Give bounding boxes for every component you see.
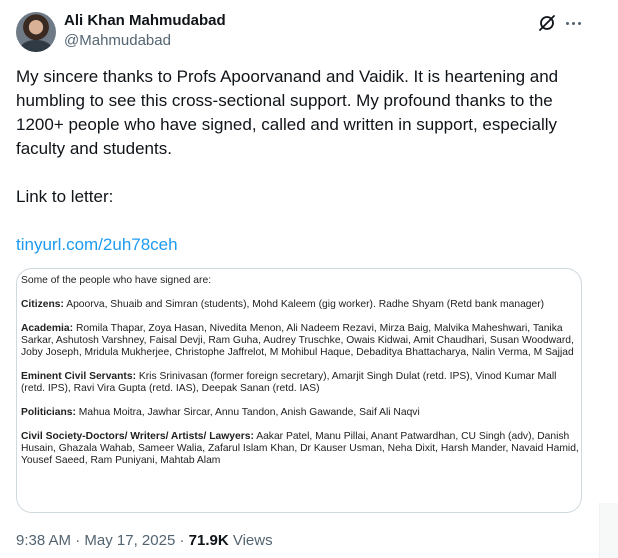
more-options-icon[interactable] (562, 12, 584, 34)
document-section (21, 299, 579, 311)
post-date[interactable]: May 17, 2025 (84, 532, 176, 549)
attached-image[interactable] (16, 268, 582, 513)
section-text: Aakar Patel, Manu Pillai, Anant Patwardhan, CU Singh (adv), Danish Husain, Ghazala Wahab, Sameer Walia, Zafarul Islam Khan, Dr Kauser Usman, Neha Dixit, Harsh Mander, Navaid Hamid, Yousef Saeed, Ram Puniyani, Mahtab Alam (21, 431, 579, 466)
avatar-shoulders (20, 40, 52, 52)
section-label: Eminent Civil Servants: (21, 371, 137, 382)
post-time[interactable]: 9:38 AM (16, 532, 72, 549)
views-count: 71.9K (188, 532, 229, 549)
section-text: Apoorva, Shuaib and Simran (students), Mohd Kaleem (gig worker). Radhe Shyam (Retd bank manager) (63, 299, 545, 310)
section-label: Citizens: (21, 299, 64, 310)
tweet-paragraph: My sincere thanks to Profs Apoorvanand and Vaidik. It is heartening and humbling to see this cross-sectional support. My profound thanks to the 1200+ people who have signed, called and written in support, especially faculty and students. (16, 67, 559, 158)
grok-icon[interactable] (536, 12, 558, 34)
author-name[interactable]: Ali Khan Mahmudabad (64, 12, 226, 29)
section-text: Mahua Moitra, Jawhar Sircar, Annu Tandon, Anish Gawande, Saif Ali Naqvi (75, 407, 420, 418)
document-section (21, 407, 579, 419)
avatar[interactable] (16, 12, 56, 52)
separator: · (71, 532, 85, 549)
views-label: Views (228, 532, 273, 549)
dot (572, 22, 575, 25)
document-section (21, 371, 579, 395)
dot (566, 22, 569, 25)
tweet-text (16, 65, 586, 257)
signatories-document (21, 275, 579, 479)
tweet-paragraph: Link to letter: (16, 187, 114, 206)
document-heading: Some of the people who have signed are: (21, 275, 212, 286)
document-section (21, 323, 579, 359)
section-label: Politicians: (21, 407, 76, 418)
side-panel-edge (599, 503, 618, 558)
section-text: Kris Srinivasan (former foreign secretary), Amarjit Singh Dulat (retd. IPS), Vinod Kumar Mall (retd. IPS), Ravi Vira Gupta (retd. IAS), Deepak Sanan (retd. IAS) (21, 371, 557, 394)
section-label: Academia: (21, 323, 74, 334)
tweet-meta (16, 531, 273, 551)
document-section (21, 431, 579, 467)
separator: · (175, 532, 189, 549)
dot (578, 22, 581, 25)
author-handle[interactable]: @Mahmudabad (64, 32, 171, 49)
section-label: Civil Society-Doctors/ Writers/ Artists/ Lawyers: (21, 431, 254, 442)
section-text: Romila Thapar, Zoya Hasan, Nivedita Menon, Ali Nadeem Rezavi, Mirza Baig, Malvika Maheshwari, Tanika Sarkar, Ashutosh Varshney, Faisal Devji, Ram Guha, Audrey Truschke, Owais Kidwai, Amit Chaudhari, Susan Woodward, Joby Joseph, Mridula Mukherjee, Christophe Jaffrelot, M Mohibul Haque, Debaditya Bhattacharya, Nalin Verma, M Sajjad (21, 323, 574, 358)
tweet-link[interactable]: tinyurl.com/2uh78ceh (16, 235, 178, 254)
